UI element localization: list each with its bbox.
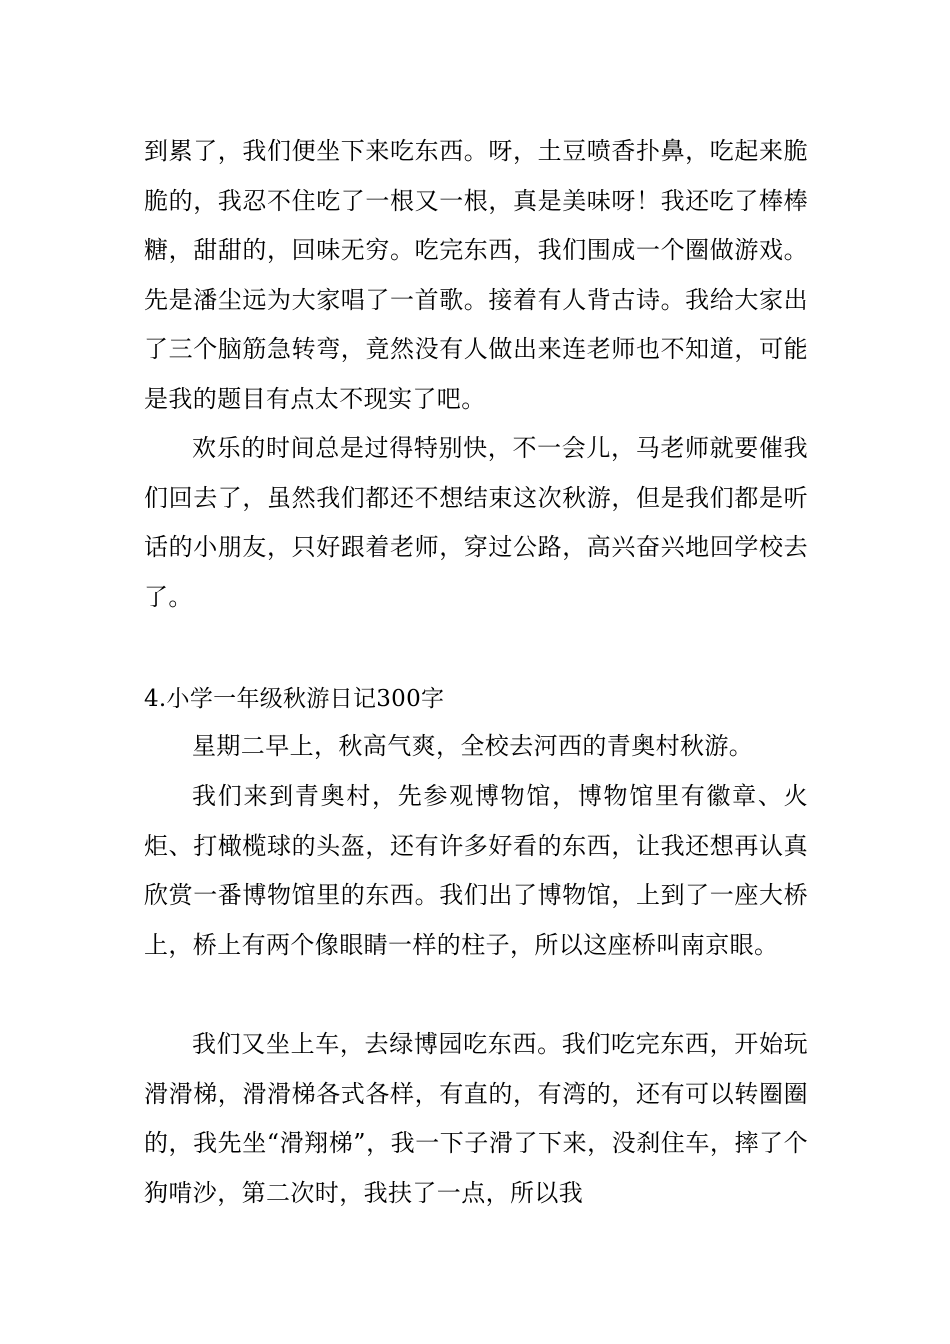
- paragraph-tuesday-morning: 星期二早上，秋高气爽，全校去河西的青奥村秋游。: [192, 732, 754, 760]
- paragraph-slides: 我们又坐上车，去绿博园吃东西。我们吃完东西，开始玩滑滑梯，滑滑梯各式各样，有直的，有湾的，还有可以转圈圈的，我先坐“滑翔梯”，我一下子滑了下来，没刹住车，摔了个狗啃沙，第二次时，我扶了一点，所以我: [144, 1030, 808, 1207]
- paragraph-picnic-games: 到累了，我们便坐下来吃东西。呀，土豆喷香扑鼻，吃起来脆脆的，我忍不住吃了一根又一根，真是美味呀！我还吃了棒棒糖，甜甜的，回味无穷。吃完东西，我们围成一个圈做游戏。先是潘尘远为大家唱了一首歌。接着有人背古诗。我给大家出了三个脑筋急转弯，竟然没有人做出来连老师也不知道，可能是我的题目有点太不现实了吧。: [144, 137, 808, 413]
- paragraph-return-school: 欢乐的时间总是过得特别快，不一会儿，马老师就要催我们回去了，虽然我们都还不想结束这次秋游，但是我们都是听话的小朋友，只好跟着老师，穿过公路，高兴奋兴地回学校去了。: [144, 434, 808, 611]
- section-heading: 4.小学一年级秋游日记300字: [144, 686, 445, 712]
- paragraph-museum-visit: 我们来到青奥村，先参观博物馆，博物馆里有徽章、火炬、打橄榄球的头盔，还有许多好看的东西，让我还想再认真欣赏一番博物馆里的东西。我们出了博物馆，上到了一座大桥上，桥上有两个像眼睛一样的柱子，所以这座桥叫南京眼。: [144, 782, 808, 959]
